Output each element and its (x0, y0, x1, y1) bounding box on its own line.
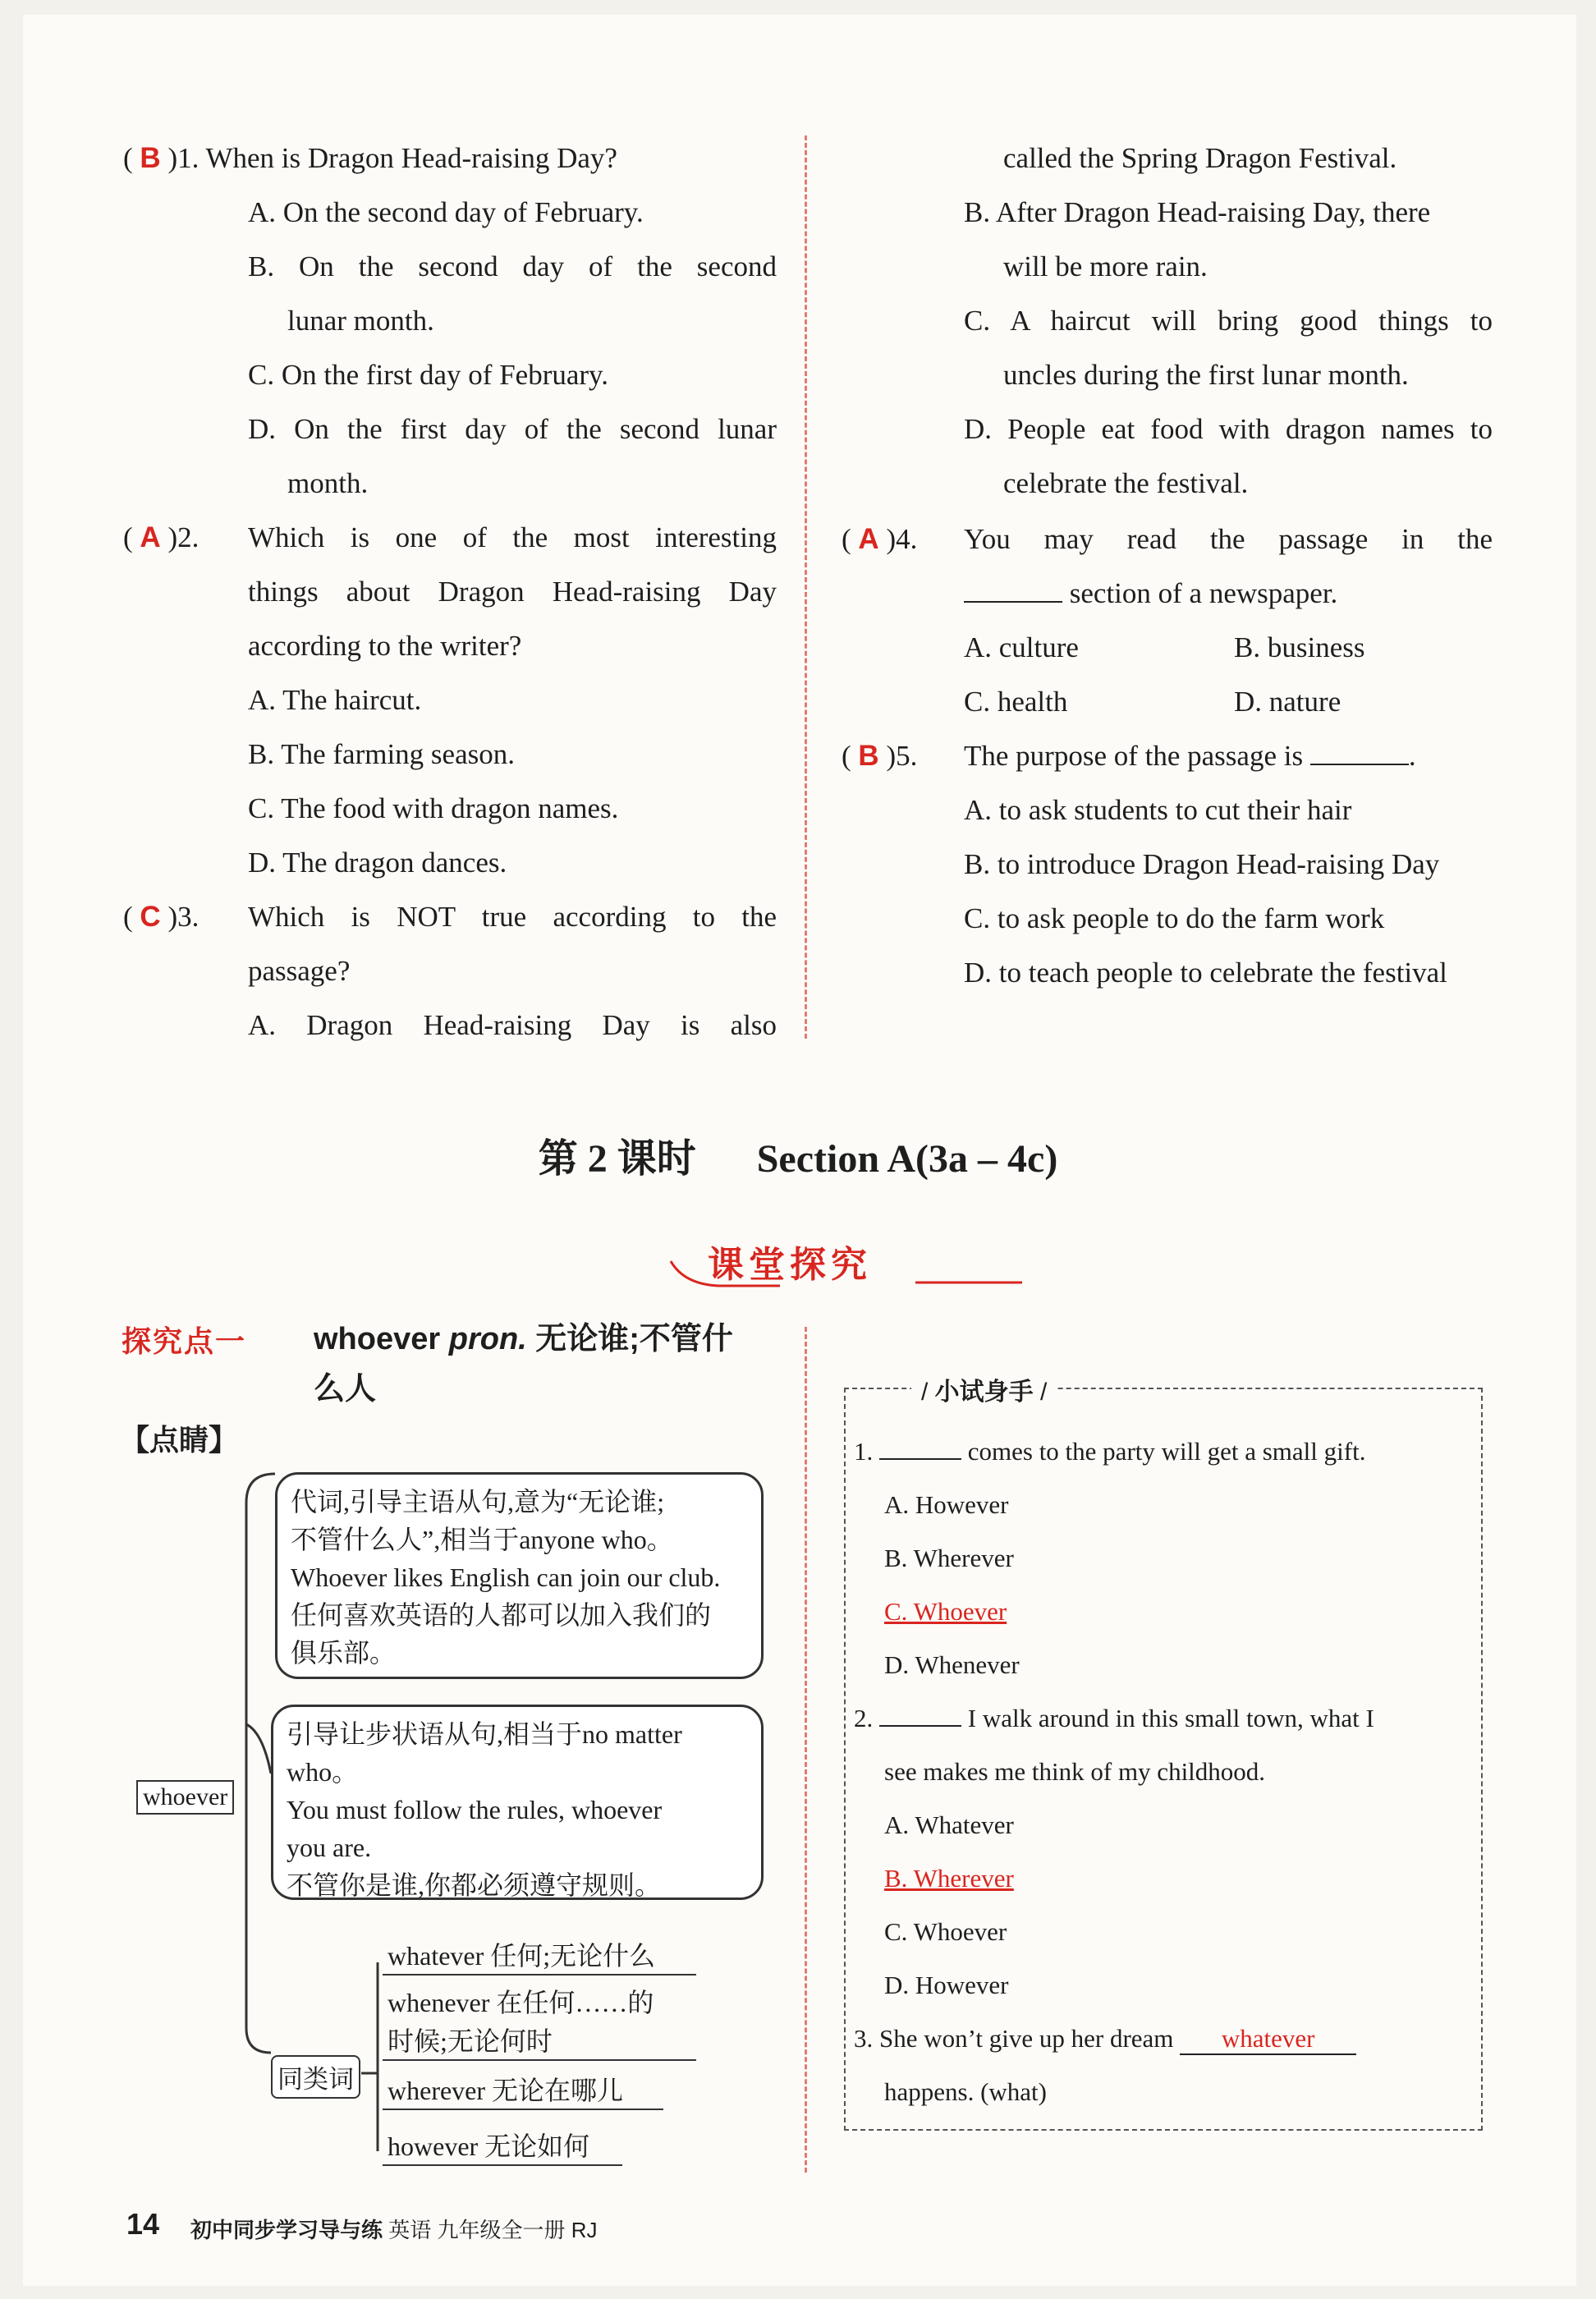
synonym-whenever: whenever 在任何……的 (388, 1988, 654, 2017)
answer-1: B (140, 142, 161, 174)
explore-point-label: 探究点一 (122, 1324, 247, 1358)
explore-word: whoever (314, 1322, 441, 1356)
bubble-concession: 引导让步状语从句,相当于no matter who。 You must follow the rules, whoever you are. 不管你是谁,你都必须遵守规则。 (271, 1705, 764, 1900)
synonym-whatever: whatever 任何;无论什么 (383, 1938, 696, 1975)
practice-3-answer: whatever (1180, 2024, 1356, 2055)
synonym-wherever: wherever 无论在哪儿 (383, 2072, 663, 2110)
book-subject: 英语 九年级全一册 RJ (388, 2218, 598, 2242)
answer-4: A (858, 523, 879, 555)
column-divider-bottom (805, 1327, 807, 2173)
page-number: 14 (126, 2207, 160, 2241)
practice-title: / 小试身手 / (911, 1371, 1057, 1407)
section-label: Section A(3a – 4c) (756, 1137, 1058, 1181)
answer-3: C (140, 901, 161, 933)
synonym-however: however 无论如何 (383, 2128, 622, 2166)
lesson-number: 第 2 课时 (538, 1137, 696, 1181)
answer-5: B (858, 740, 879, 772)
practice-2-answer: B. Wherever (884, 1864, 1014, 1893)
book-title: 初中同步学习导与练 (190, 2218, 383, 2242)
synonyms-label: 同类词 (271, 2055, 360, 2099)
explore-meaning: 无论谁;不管什 (535, 1322, 733, 1356)
dianjing-label: 【点睛】 (120, 1423, 239, 1457)
answer-2: A (140, 521, 161, 553)
explore-pos: pron. (448, 1322, 527, 1356)
practice-1-answer: C. Whoever (884, 1597, 1007, 1626)
bubble-pronoun: 代词,引导主语从句,意为“无论谁; 不管什么人”,相当于anyone who。 Whoever likes English can join our club. 任何喜欢英语的人都可以加入我们的 俱乐部。 (275, 1472, 764, 1679)
center-word-box: whoever (136, 1780, 234, 1815)
